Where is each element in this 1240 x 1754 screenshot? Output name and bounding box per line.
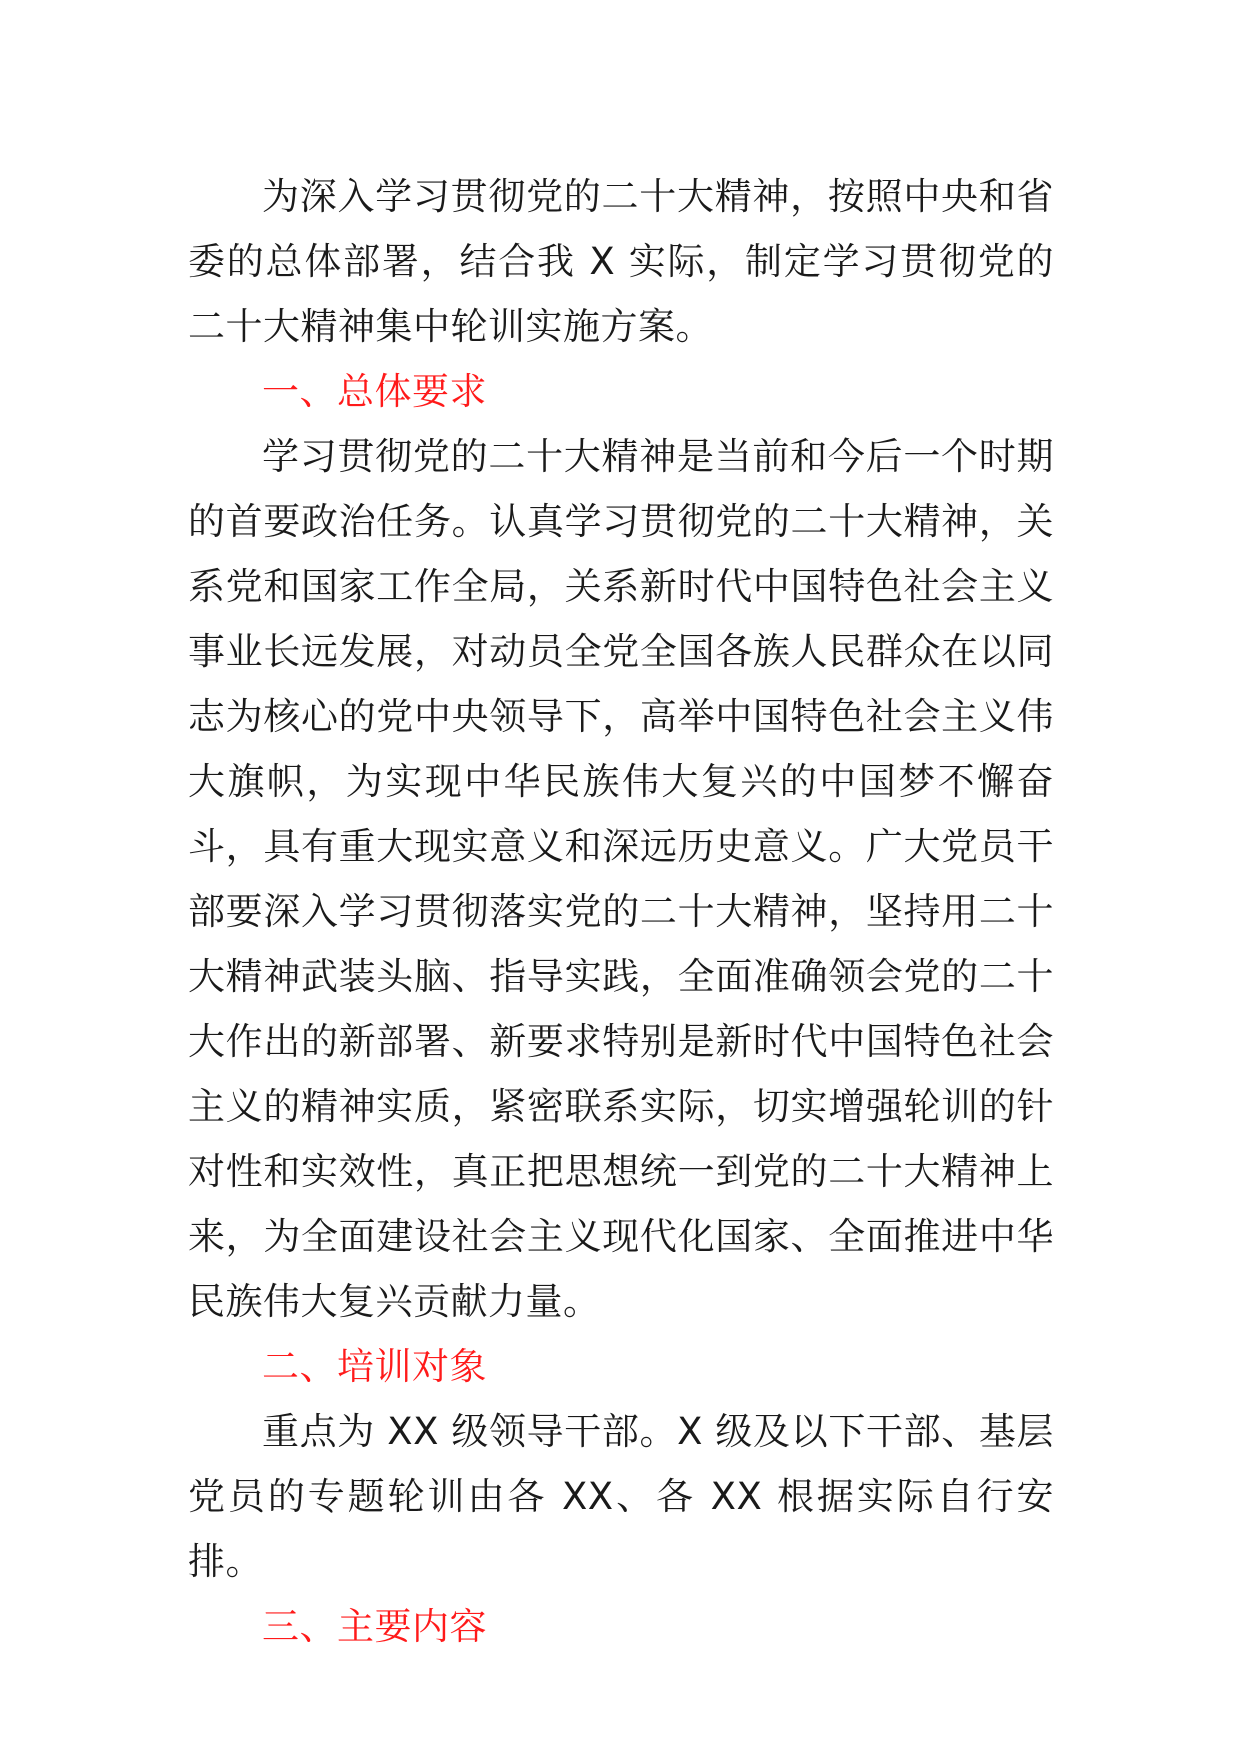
document-page: [188, 164, 1054, 1659]
intro-paragraph: 为深入学习贯彻党的二十大精神，按照中央和省委的总体部署，结合我 X 实际，制定学习贯彻党的二十大精神集中轮训实施方案。: [188, 175, 1054, 348]
section-heading-training-targets: 二、培训对象: [262, 1345, 487, 1388]
section-body-training-targets: 重点为 XX 级领导干部。X 级及以下干部、基层党员的专题轮训由各 XX、各 XX 根据实际自行安排。: [188, 1410, 1054, 1583]
section-body-general-requirements: 学习贯彻党的二十大精神是当前和今后一个时期的首要政治任务。认真学习贯彻党的二十大精神，关系党和国家工作全局，关系新时代中国特色社会主义事业长远发展，对动员全党全国各族人民群众在以同志为核心的党中央领导下，高举中国特色社会主义伟大旗帜，为实现中华民族伟大复兴的中国梦不懈奋斗，具有重大现实意义和深远历史意义。广大党员干部要深入学习贯彻落实党的二十大精神，坚持用二十大精神武装头脑、指导实践，全面准确领会党的二十大作出的新部署、新要求特别是新时代中国特色社会主义的精神实质，紧密联系实际，切实增强轮训的针对性和实效性，真正把思想统一到党的二十大精神上来，为全面建设社会主义现代化国家、全面推进中华民族伟大复兴贡献力量。: [188, 435, 1054, 1323]
section-heading-main-content: 三、主要内容: [262, 1605, 487, 1648]
section-heading-general-requirements: 一、总体要求: [262, 370, 487, 413]
